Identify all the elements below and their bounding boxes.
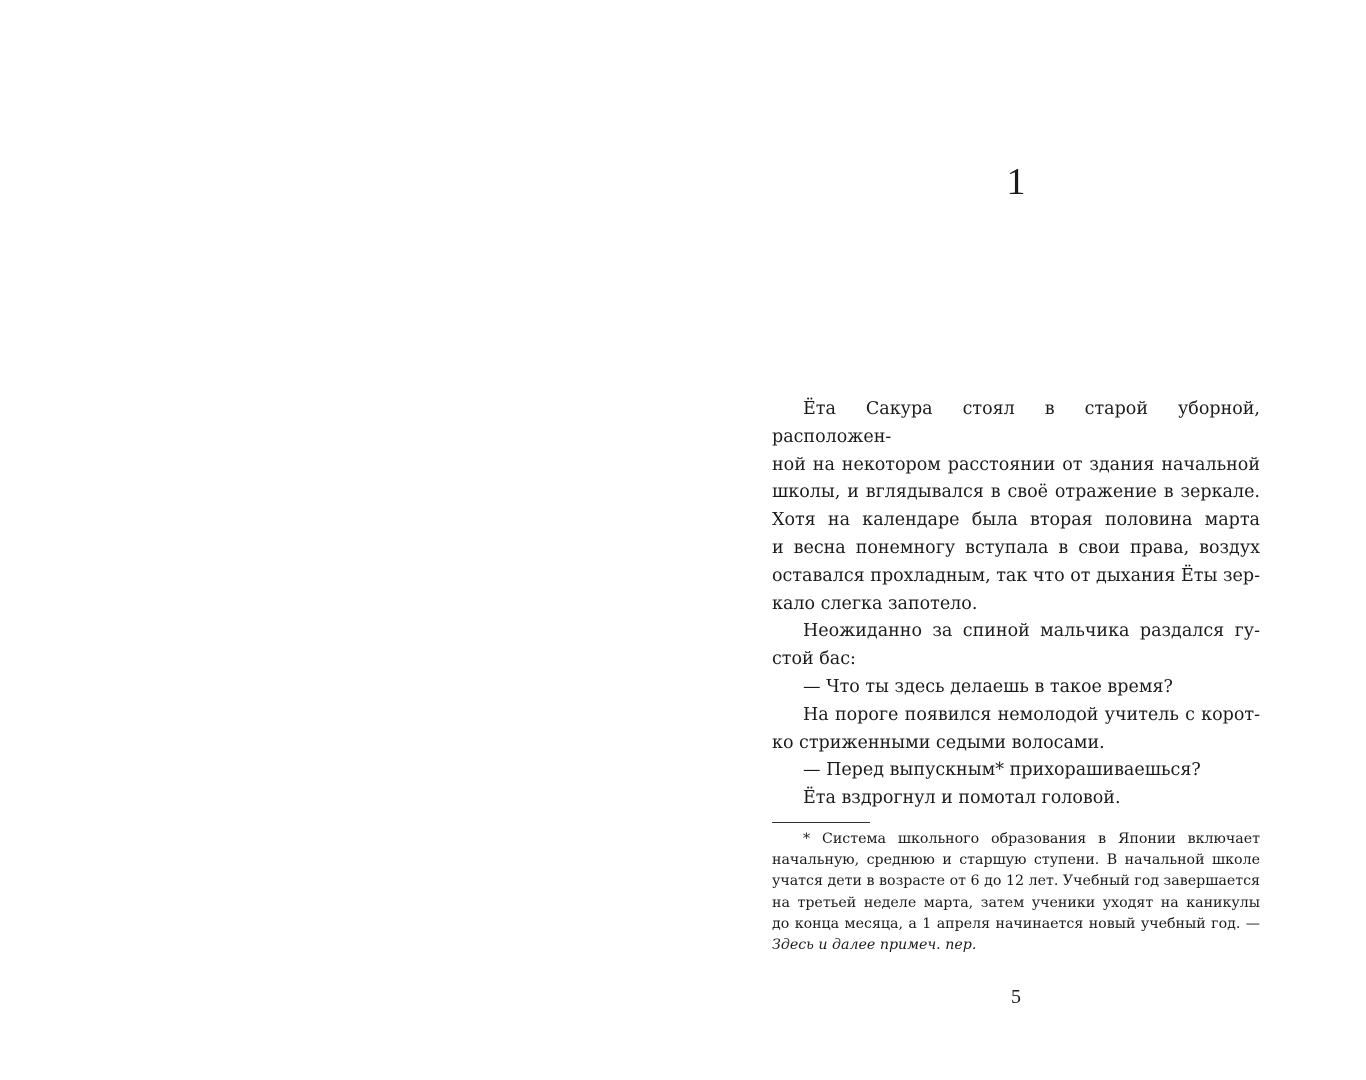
body-line: кало слегка запотело. bbox=[772, 593, 978, 614]
page-number: 5 bbox=[1011, 986, 1021, 1008]
footnote-line: * Система школьного образования в Японии включает bbox=[803, 831, 1260, 847]
footnote-divider bbox=[772, 822, 870, 823]
footnote-line: до конца месяца, а 1 апреля начинается новый учебный год. — bbox=[772, 915, 1260, 932]
footnote-line: учатся дети в возрасте от 6 до 12 лет. Учебный год завершается bbox=[772, 873, 1260, 890]
body-line: Хотя на календаре была вторая половина марта bbox=[772, 510, 1260, 531]
body-line: школы, и вглядывался в своё отражение в зеркале. bbox=[772, 482, 1260, 503]
body-text bbox=[772, 396, 1260, 813]
body-line: и весна понемногу вступала в свои права, воздух bbox=[772, 537, 1260, 558]
footnote bbox=[772, 829, 1260, 956]
body-line: ной на некотором расстоянии от здания начальной bbox=[772, 454, 1260, 475]
footnote-line: начальную, среднюю и старшую ступени. В начальной школе bbox=[772, 852, 1260, 869]
body-line: Ёта вздрогнул и помотал головой. bbox=[803, 788, 1121, 809]
dialogue-line: — Перед выпускным* прихорашиваешься? bbox=[803, 760, 1201, 781]
footnote-line: на третьей неделе марта, затем ученики уходят на каникулы bbox=[772, 894, 1260, 911]
body-line: ко стриженными седыми волосами. bbox=[772, 732, 1105, 753]
body-line: оставался прохладным, так что от дыхания Ёты зер- bbox=[772, 565, 1260, 586]
dialogue-line: — Что ты здесь делаешь в такое время? bbox=[803, 676, 1173, 697]
body-line: На пороге появился немолодой учитель с корот- bbox=[803, 704, 1260, 725]
chapter-number: 1 bbox=[1006, 161, 1026, 203]
body-line: стой бас: bbox=[772, 649, 856, 670]
body-line: Ёта Сакура стоял в старой уборной, расположен- bbox=[772, 399, 1260, 447]
footnote-line: Здесь и далее примеч. пер. bbox=[772, 937, 977, 954]
body-line: Неожиданно за спиной мальчика раздался гу- bbox=[803, 621, 1260, 642]
